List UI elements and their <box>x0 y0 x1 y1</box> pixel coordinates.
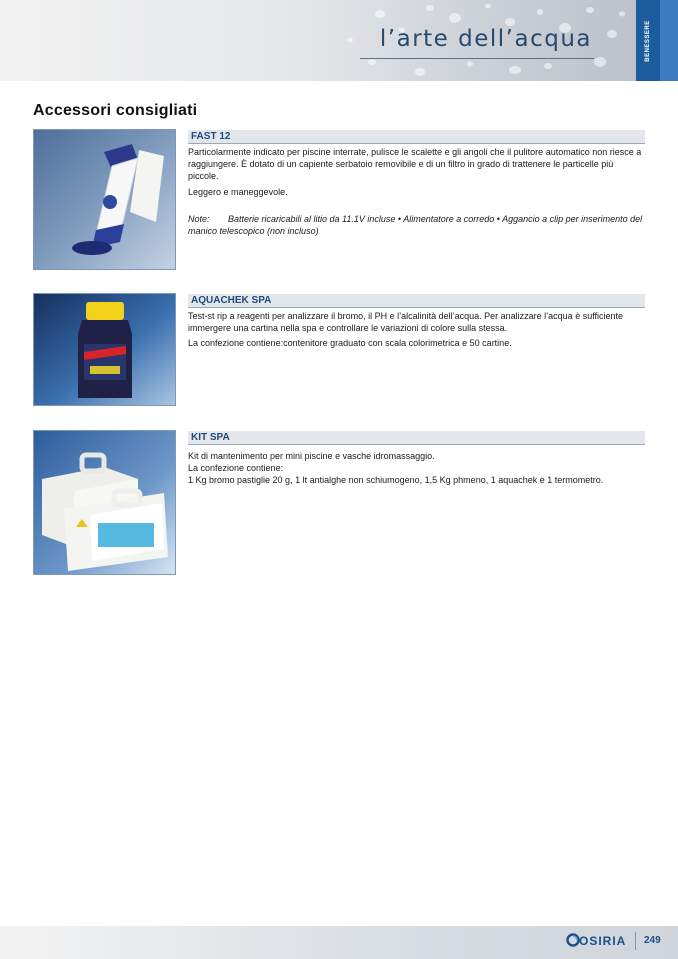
product-name: AQUACHEK SPA <box>188 294 645 308</box>
side-strip <box>660 0 678 81</box>
osiria-logo-icon <box>566 933 580 947</box>
section-title: Accessori consigliati <box>33 102 198 119</box>
product-name: KIT SPA <box>188 431 645 445</box>
description-line: Test-st rip a reagenti per analizzare il bromo, il PH e l’alcalinità dell’acqua. Per analizzare l’acqua è sufficiente immergere una cartina nella spa e controllare le variazioni di colore sulla stessa. <box>188 311 624 333</box>
product-description <box>188 146 646 237</box>
page-header <box>0 0 678 81</box>
description-line: Kit di mantenimento per mini piscine e vasche idromassaggio. <box>188 451 435 461</box>
note-label: Note: <box>188 214 210 224</box>
side-tab-label: BENESSERE <box>645 19 652 62</box>
osiria-logo-text: OSIRIA <box>579 934 627 948</box>
pool-vacuum-image <box>33 129 176 270</box>
page-number: 249 <box>644 935 661 946</box>
footer-divider <box>635 932 636 950</box>
product-note <box>188 213 646 237</box>
description-line: 1 Kg bromo pastiglie 20 g, 1 lt antialghe non schiumogeno, 1,5 Kg phmeno, 1 aquachek e 1 termometro. <box>188 475 604 485</box>
description-line: La confezione contiene: <box>188 463 284 473</box>
description-line: Particolarmente indicato per piscine interrate, pulisce le scalette e gli angoli che il pulitore automatico non riesce a raggiungere. È dotato di un capiente serbatoio removibile e di un filtro in grado di trattenere le particelle più piccole. <box>188 147 642 181</box>
test-strip-bottle-image <box>33 293 176 406</box>
description-line: Leggero e maneggevole. <box>188 187 288 197</box>
product-name: FAST 12 <box>188 130 645 144</box>
product-description <box>188 450 646 486</box>
note-text: Batterie ricaricabili al litio da 11.1V incluse • Alimentatore a corredo • Aggancio a clip per inserimento del manico telescopico (non incluso) <box>188 214 643 236</box>
chemical-kit-boxes-image <box>33 430 176 575</box>
header-rule <box>360 58 594 59</box>
side-tab[interactable] <box>636 0 660 81</box>
header-title: l’arte dell’acqua <box>379 26 592 52</box>
description-line: La confezione contiene:contenitore graduato con scala colorimetrica e 50 cartine. <box>188 338 512 348</box>
product-description <box>188 310 646 349</box>
